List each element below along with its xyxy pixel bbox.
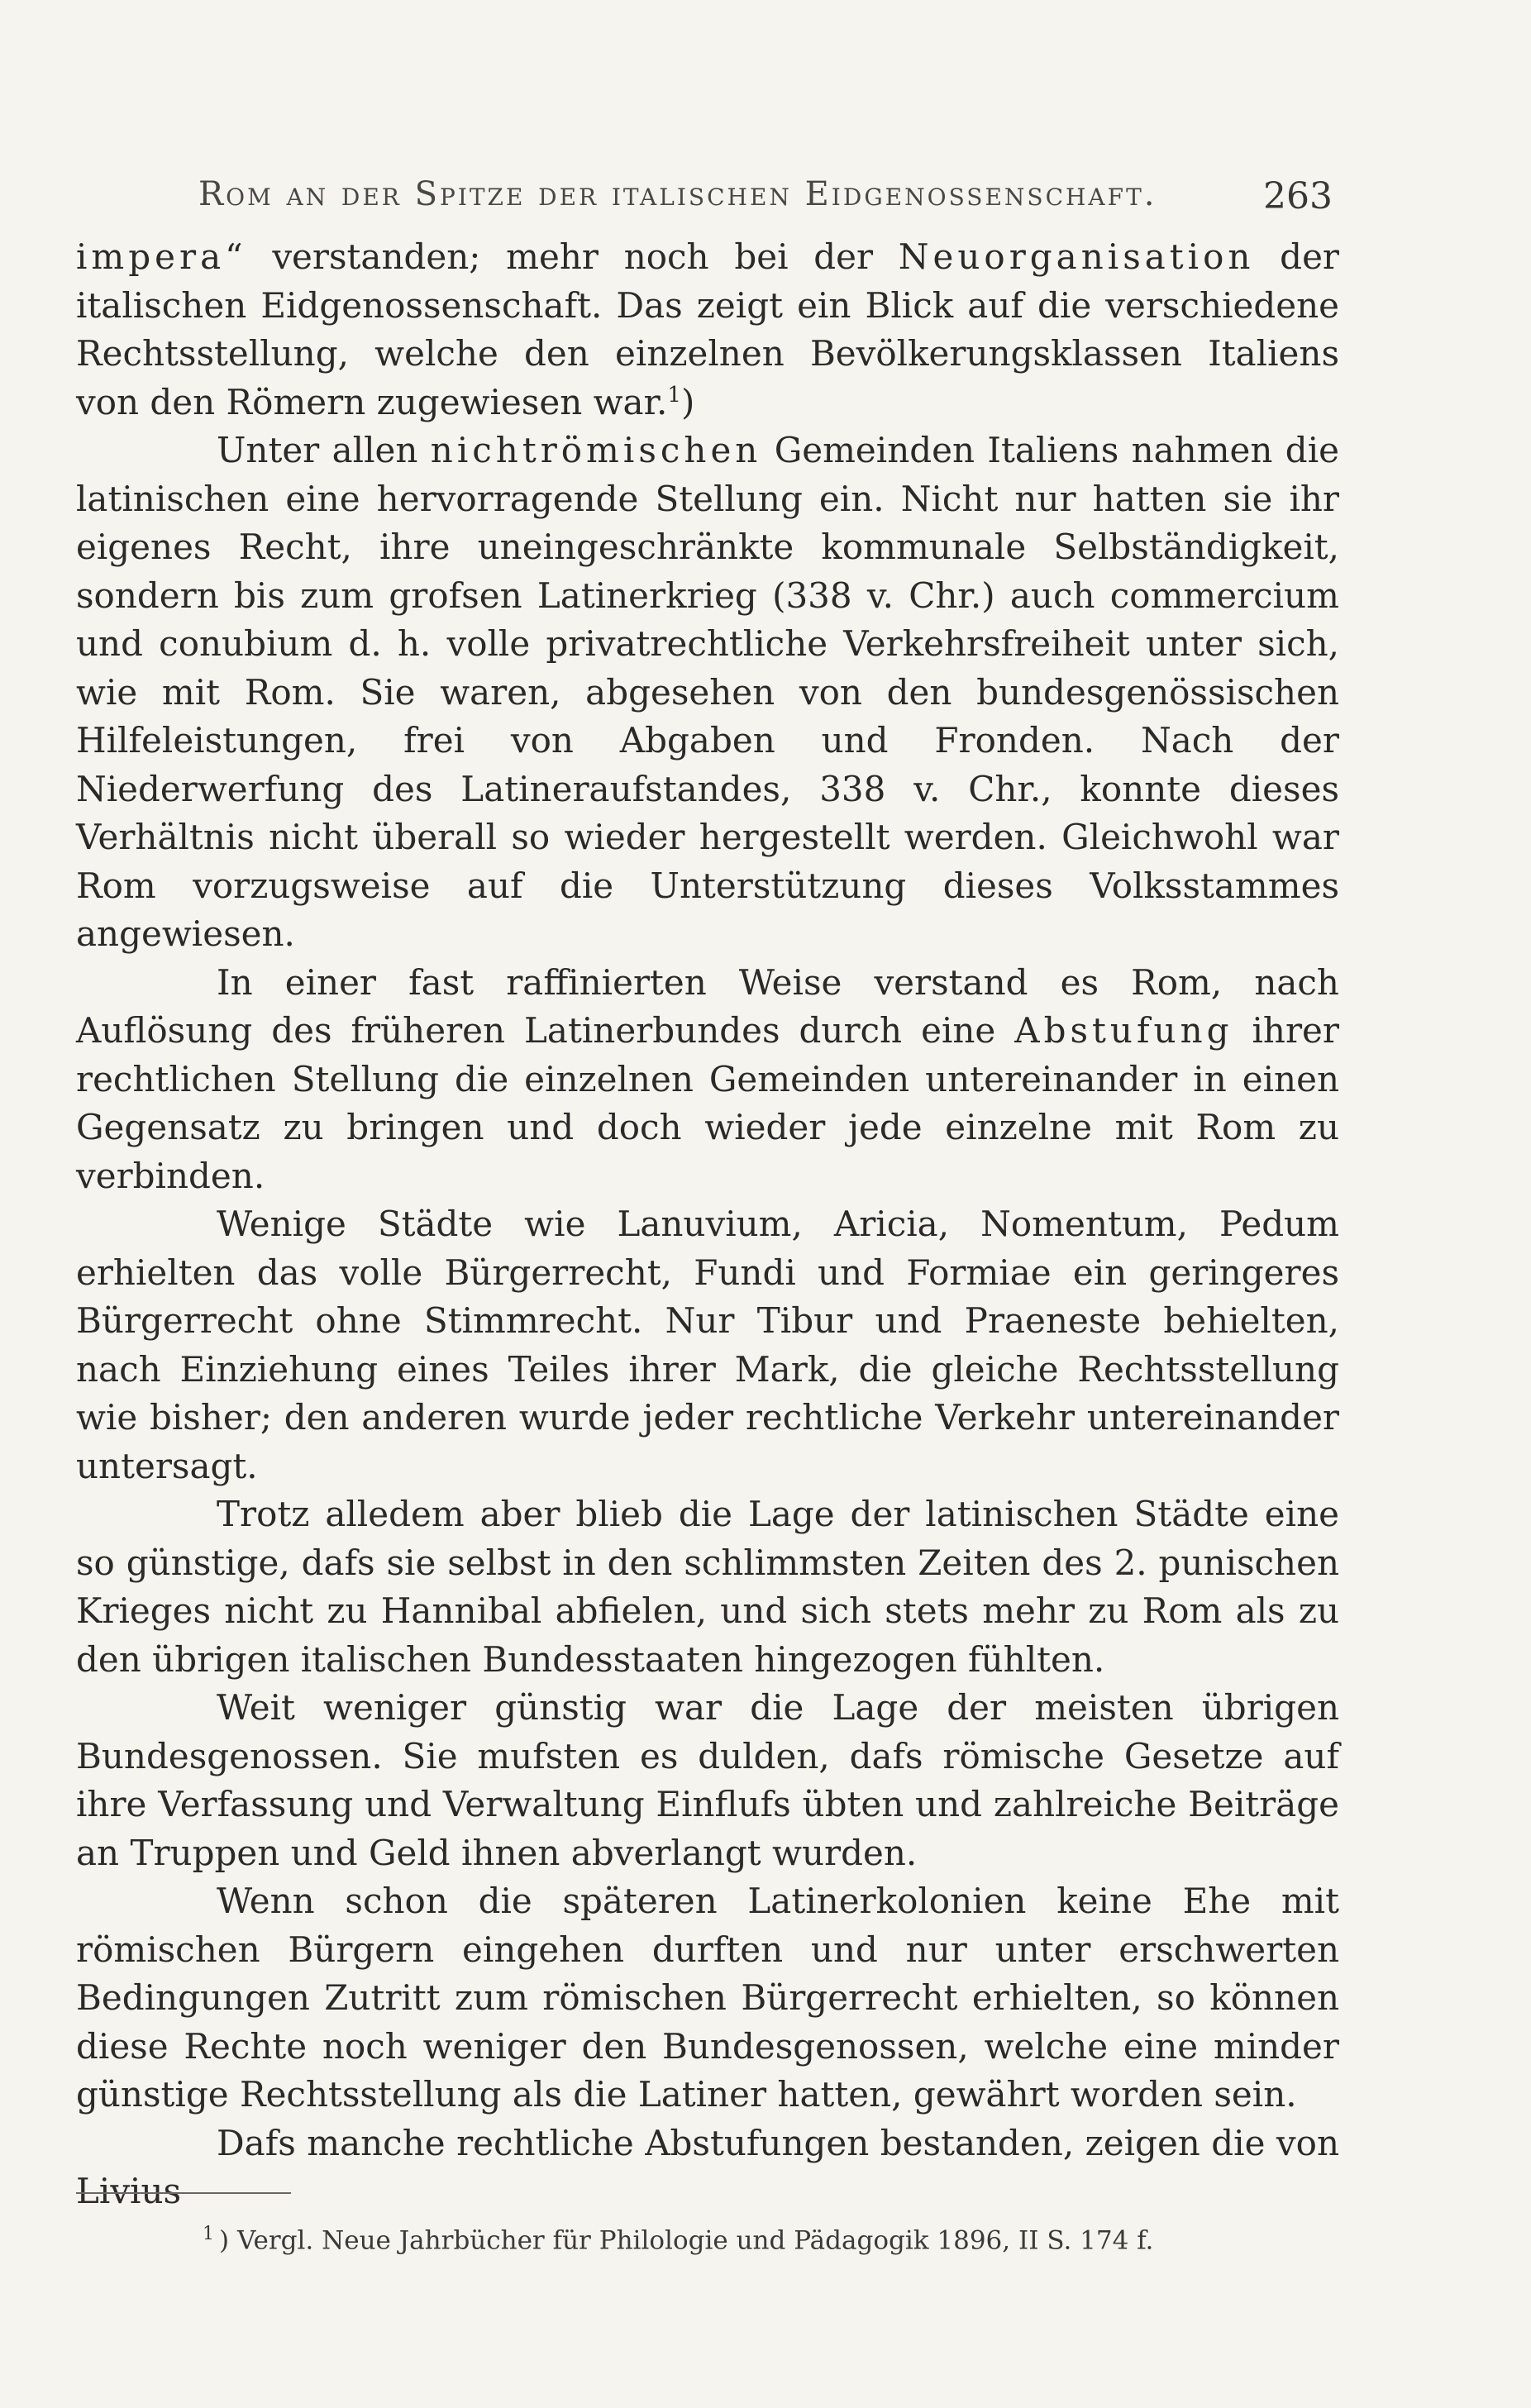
text-run: Gemeinden Italiens nahmen die latinischen eine hervorragende Stellung ein. Nicht nur hatten sie ihr eigenes Recht, ihre uneingeschränkte kommunale Selbständigkeit, sondern bis zum grofsen Latinerkrieg (338 v. Chr.) auch commercium und conubium d. h. volle privatrechtliche Verkehrsfreiheit unter sich, wie mit Rom. Sie waren, abgesehen von den bundesgenössischen Hilfeleistungen, frei von Abgaben und Fronden. Nach der Niederwerfung des Latineraufstandes, 338 v. Chr., konnte dieses Verhältnis nicht überall so wieder hergestellt werden. Gleichwohl war Rom vorzugsweise auf die Unterstützung dieses Volksstammes angewiesen. — [76, 430, 1339, 954]
text-run: ) — [680, 381, 695, 422]
text-run: In einer fast raffinierten Weise verstand es Rom, nach Auflösung des früheren Latinerbundes durch eine — [76, 961, 1339, 1051]
footnote-divider — [76, 2192, 291, 2194]
spaced-word: impera“ — [76, 236, 247, 277]
spaced-word: Abstufung — [1014, 1010, 1233, 1051]
spaced-word: nichtrömischen — [430, 430, 762, 470]
paragraph-1 — [76, 233, 1339, 427]
footnote-text: ) Vergl. Neue Jahrbücher für Philologie und Pädagogik 1896, II S. 174 f. — [219, 2225, 1154, 2256]
paragraph-5: Trotz alledem aber blieb die Lage der latinischen Städte eine so günstige, dafs sie selbst in den schlimmsten Zeiten des 2. punischen Krieges nicht zu Hannibal abfielen, und sich stets mehr zu Rom als zu den übrigen italischen Bundesstaaten hingezogen fühlten. — [76, 1494, 1339, 1680]
paragraph-7: Wenn schon die späteren Latinerkolonien keine Ehe mit römischen Bürgern eingehen durften und nur unter erschwerten Bedingungen Zutritt zum römischen Bürgerrecht erhielten, so können diese Rechte noch weniger den Bundesgenossen, welche eine minder günstige Rechtsstellung als die Latiner hatten, gewährt worden sein. — [76, 1881, 1339, 2115]
paragraph-6: Weit weniger günstig war die Lage der meisten übrigen Bundesgenossen. Sie mufsten es dulden, dafs römische Gesetze auf ihre Verfassung und Verwaltung Einflufs übten und zahlreiche Beiträge an Truppen und Geld ihnen abverlangt wurden. — [76, 1687, 1339, 1873]
paragraph-4: Wenige Städte wie Lanuvium, Aricia, Nomentum, Pedum erhielten das volle Bürgerrecht, Fundi und Formiae ein geringeres Bürgerrecht ohne Stimmrecht. Nur Tibur und Praeneste behielten, nach Einziehung eines Teiles ihrer Mark, die gleiche Rechtsstellung wie bisher; den anderen wurde jeder rechtliche Verkehr untereinander untersagt. — [76, 1204, 1339, 1486]
text-run: ihrer rechtlichen Stellung die einzelnen Gemeinden untereinander in einen Gegensatz zu bringen und doch wieder jede einzelne mit Rom zu verbinden. — [76, 1010, 1339, 1196]
running-title: Rom an der Spitze der italischen Eidgenossenschaft. — [198, 175, 1157, 213]
footnote-reference: 1 — [667, 382, 681, 408]
text-run: verstanden; mehr noch bei der — [246, 236, 899, 277]
paragraph-8: Dafs manche rechtliche Abstufungen bestanden, zeigen die von Livius — [76, 2122, 1339, 2211]
footnote — [203, 2224, 1277, 2255]
paragraph-3 — [76, 959, 1339, 1201]
spaced-word: Neuorganisation — [898, 236, 1255, 277]
running-head — [198, 175, 1333, 225]
page-number: 263 — [1263, 175, 1333, 217]
body-text — [76, 233, 1339, 2216]
text-run: Unter allen — [217, 430, 431, 470]
paragraph-2 — [76, 427, 1339, 959]
footnote-mark: 1 — [203, 2224, 214, 2244]
text-run: der italischen Eidgenossenschaft. Das zeigt ein Blick auf die verschiedene Rechtsstellung, welche den einzelnen Bevölkerungsklassen Italiens von den Römern zugewiesen war. — [76, 236, 1339, 422]
